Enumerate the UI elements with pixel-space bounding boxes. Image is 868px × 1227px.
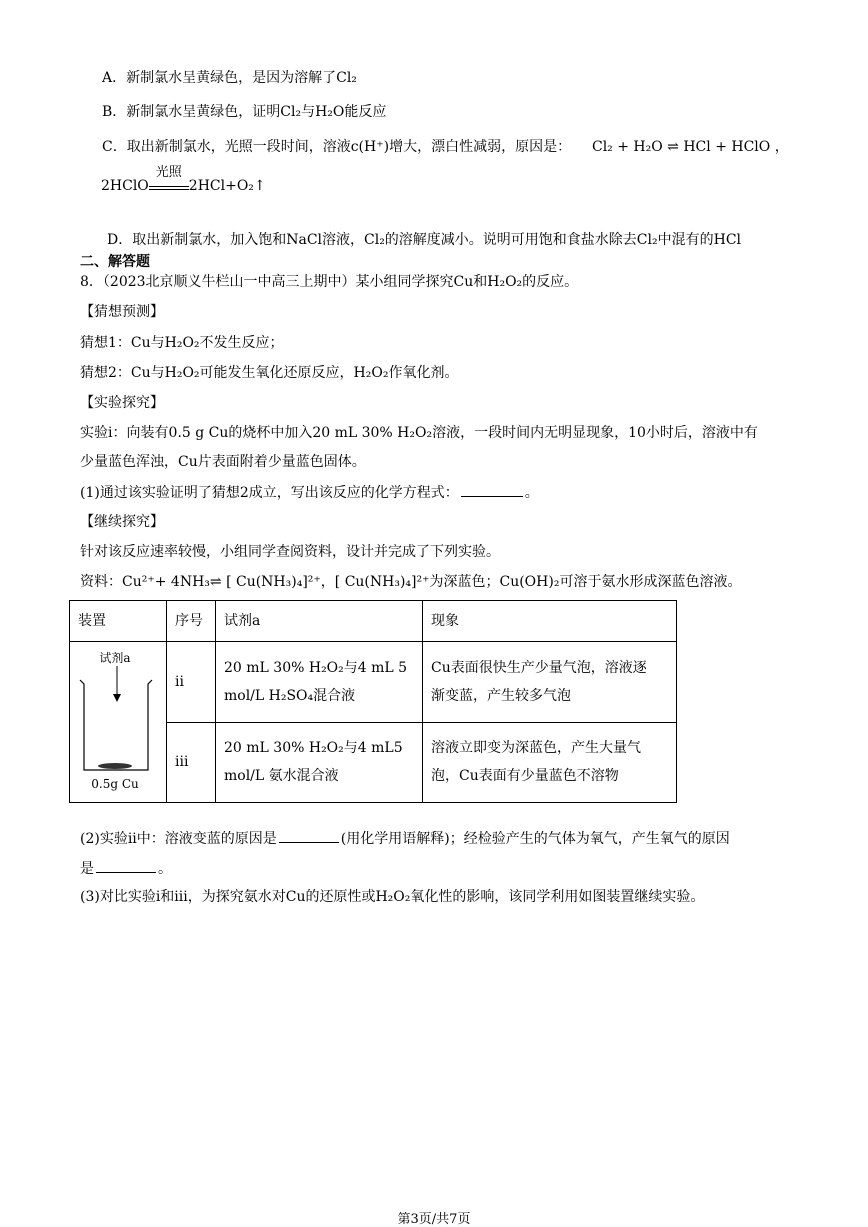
option-c <box>102 137 789 157</box>
copper-label: 0.5g Cu <box>91 777 139 791</box>
row-iii-phenomenon <box>423 722 677 803</box>
hyp-1: 猜想1：Cu与H₂O₂不发生反应； <box>80 335 284 351</box>
apparatus-cell <box>70 642 167 803</box>
question-2-text-a: (2)实验ii中：溶液变蓝的原因是 <box>80 831 277 847</box>
table-row <box>70 642 677 723</box>
row-ii-reagent-2: mol/L H₂SO₄混合液 <box>224 687 356 704</box>
question-3: (3)对比实验i和iii，为探究氨水对Cu的还原性或H₂O₂氧化性的影响，该同学利用如图装置继续实验。 <box>80 889 705 905</box>
option-b: B．新制氯水呈黄绿色，证明Cl₂与H₂O能反应 <box>102 104 387 120</box>
option-c-equation: Cl₂ + H₂O ⇌ HCl + HClO ， <box>591 139 789 155</box>
exp-header: 【实验探究】 <box>80 395 164 411</box>
question-2-line-2 <box>80 858 172 879</box>
row-iii-phen-2: 泡，Cu表面有少量蓝色不溶物 <box>431 768 619 785</box>
row-iii-reagent-1: 20 mL 30% H₂O₂与4 mL5 <box>224 740 403 757</box>
row-ii-phen-1: Cu表面很快生产少量气泡，溶液逐 <box>431 659 647 676</box>
question-1-end: 。 <box>524 485 539 501</box>
row-iii-id: iii <box>167 722 216 803</box>
table-header-row <box>70 601 677 642</box>
q8-intro: 8．（2023北京顺义牛栏山一中高三上期中）某小组同学探究Cu和H₂O₂的反应。 <box>80 274 579 290</box>
answer-blank-1[interactable] <box>461 482 523 497</box>
cont-text: 针对该反应速率较慢，小组同学查阅资料，设计并完成了下列实验。 <box>80 544 500 560</box>
question-2-text-c: 是 <box>80 861 94 877</box>
reagent-label: 试剂a <box>99 651 131 665</box>
row-iii-reagent <box>216 722 423 803</box>
beaker-diagram <box>70 642 166 792</box>
experiment-table <box>69 600 677 803</box>
row-ii-id: ii <box>167 642 216 723</box>
copper-piece <box>98 763 132 769</box>
answer-blank-2[interactable] <box>279 828 339 843</box>
exp1-line-2: 少量蓝色浑浊，Cu片表面附着少量蓝色固体。 <box>80 454 366 470</box>
eq2-left: 2HClO <box>101 178 149 194</box>
answer-blank-3[interactable] <box>96 858 156 873</box>
page-footer: 第3页/共7页 <box>397 1212 471 1227</box>
option-c-text: C．取出新制氯水，光照一段时间，溶液c(H⁺)增大，漂白性减弱，原因是： <box>102 139 572 155</box>
cont-header: 【继续探究】 <box>80 514 164 530</box>
row-iii-phen-1: 溶液立即变为深蓝色，产生大量气 <box>431 740 641 757</box>
hyp-header: 【猜想预测】 <box>80 304 164 320</box>
option-a: A．新制氯水呈黄绿色，是因为溶解了Cl₂ <box>102 70 357 86</box>
question-2-text-b: (用化学用语解释)；经检验产生的气体为氧气，产生氧气的原因 <box>340 831 730 847</box>
header-phenomenon: 现象 <box>423 601 677 642</box>
exp1-line-1: 实验i：向装有0.5 g Cu的烧杯中加入20 mL 30% H₂O₂溶液，一段时间内无明显现象，10小时后，溶液中有 <box>80 425 758 441</box>
hyp-2: 猜想2：Cu与H₂O₂可能发生氧化还原反应，H₂O₂作氧化剂。 <box>80 365 459 381</box>
row-ii-reagent-1: 20 mL 30% H₂O₂与4 mL 5 <box>224 659 408 676</box>
row-ii-phenomenon <box>423 642 677 723</box>
question-1-text: (1)通过该实验证明了猜想2成立，写出该反应的化学方程式： <box>80 485 459 501</box>
question-2-line-1 <box>80 828 730 849</box>
header-reagent: 试剂a <box>216 601 423 642</box>
section-title: 二、解答题 <box>80 254 150 270</box>
eq2-condition-arrow <box>149 165 189 190</box>
header-id: 序号 <box>167 601 216 642</box>
row-ii-phen-2: 渐变蓝，产生较多气泡 <box>431 687 571 704</box>
option-c-equation-2 <box>101 165 266 196</box>
info-text: 资料：Cu²⁺+ 4NH₃⇌ [ Cu(NH₃)₄]²⁺，[ Cu(NH₃)₄]²⁺为深蓝色；Cu(OH)₂可溶于氨水形成深蓝色溶液。 <box>80 574 742 590</box>
row-iii-reagent-2: mol/L 氨水混合液 <box>224 768 339 785</box>
eq2-condition: 光照 <box>155 165 182 180</box>
row-ii-reagent <box>216 642 423 723</box>
question-1 <box>80 482 539 503</box>
option-d: D．取出新制氯水，加入饱和NaCl溶液，Cl₂的溶解度减小。说明可用饱和食盐水除去Cl₂中混有的HCl <box>107 232 742 248</box>
eq2-right: 2HCl+O₂↑ <box>188 178 266 194</box>
question-2-end: 。 <box>158 861 172 877</box>
header-apparatus: 装置 <box>70 601 167 642</box>
